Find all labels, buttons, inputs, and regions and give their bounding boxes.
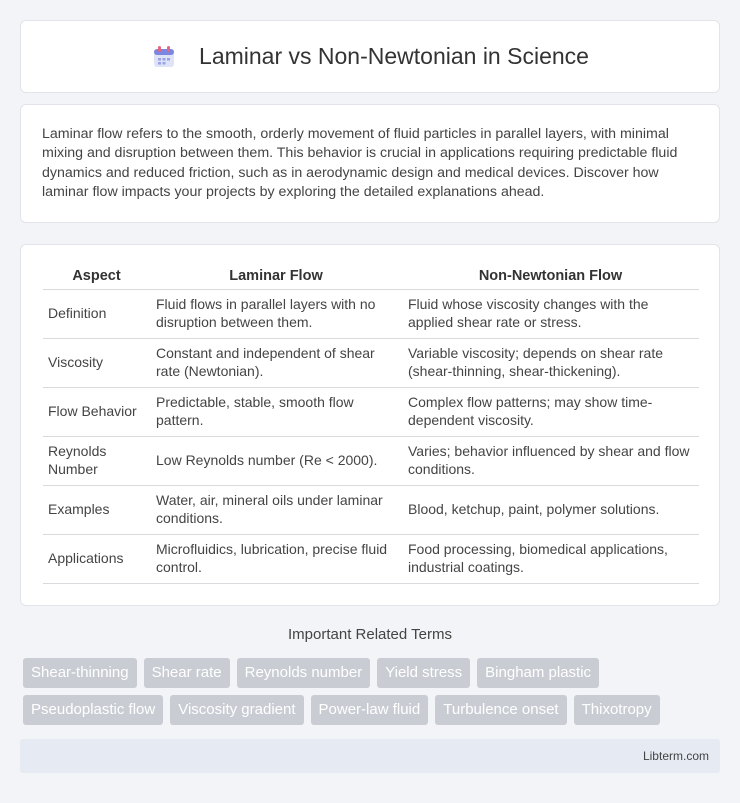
comparison-card xyxy=(20,244,720,606)
header-laminar: Laminar Flow xyxy=(150,263,402,289)
cell-aspect: Flow Behavior xyxy=(43,387,150,436)
related-terms-title: Important Related Terms xyxy=(288,626,452,643)
tag-bingham-plastic[interactable]: Bingham plastic xyxy=(477,658,599,688)
header-card xyxy=(20,20,720,93)
title-wrap xyxy=(151,43,589,70)
cell-aspect: Examples xyxy=(43,485,150,534)
cell-laminar: Constant and independent of shear rate (Newtonian). xyxy=(150,338,402,387)
related-terms xyxy=(23,658,723,732)
cell-laminar: Predictable, stable, smooth flow pattern. xyxy=(150,387,402,436)
cell-laminar: Low Reynolds number (Re < 2000). xyxy=(150,436,402,485)
page-title: Laminar vs Non-Newtonian in Science xyxy=(199,43,589,69)
tag-power-law-fluid[interactable]: Power-law fluid xyxy=(311,695,429,725)
table-header-row xyxy=(43,263,699,289)
header-non-newtonian: Non-Newtonian Flow xyxy=(402,263,699,289)
cell-non-newtonian: Complex flow patterns; may show time-dependent viscosity. xyxy=(402,387,699,436)
table-row xyxy=(43,289,699,338)
table-row xyxy=(43,485,699,534)
tag-shear-thinning[interactable]: Shear-thinning xyxy=(23,658,137,688)
calendar-icon xyxy=(151,44,177,70)
cell-non-newtonian: Blood, ketchup, paint, polymer solutions. xyxy=(402,485,699,534)
cell-non-newtonian: Fluid whose viscosity changes with the applied shear rate or stress. xyxy=(402,289,699,338)
tag-row-2 xyxy=(23,695,723,725)
footer xyxy=(20,739,720,773)
tag-yield-stress[interactable]: Yield stress xyxy=(377,658,470,688)
tag-shear-rate[interactable]: Shear rate xyxy=(144,658,230,688)
cell-non-newtonian: Variable viscosity; depends on shear rate (shear-thinning, shear-thickening). xyxy=(402,338,699,387)
cell-aspect: Reynolds Number xyxy=(43,436,150,485)
cell-non-newtonian: Food processing, biomedical applications, industrial coatings. xyxy=(402,534,699,583)
cell-laminar: Fluid flows in parallel layers with no disruption between them. xyxy=(150,289,402,338)
intro-text: Laminar flow refers to the smooth, orderly movement of fluid particles in parallel layers, with minimal mixing and disruption between them. This behavior is crucial in applications requiring predictable fluid dynamics and reduced friction, such as in aerodynamic design and medical devices. Discover how laminar flow impacts your projects by exploring the detailed explanations ahead. xyxy=(42,126,678,201)
cell-laminar: Water, air, mineral oils under laminar conditions. xyxy=(150,485,402,534)
tag-reynolds-number[interactable]: Reynolds number xyxy=(237,658,371,688)
table-row xyxy=(43,387,699,436)
intro-card xyxy=(20,104,720,223)
comparison-table xyxy=(43,263,699,584)
tag-pseudoplastic-flow[interactable]: Pseudoplastic flow xyxy=(23,695,163,725)
tag-turbulence-onset[interactable]: Turbulence onset xyxy=(435,695,566,725)
header-aspect: Aspect xyxy=(43,263,150,289)
tag-thixotropy[interactable]: Thixotropy xyxy=(574,695,660,725)
cell-laminar: Microfluidics, lubrication, precise fluid control. xyxy=(150,534,402,583)
cell-aspect: Viscosity xyxy=(43,338,150,387)
cell-non-newtonian: Varies; behavior influenced by shear and flow conditions. xyxy=(402,436,699,485)
cell-aspect: Definition xyxy=(43,289,150,338)
footer-site-link[interactable]: Libterm.com xyxy=(642,749,709,763)
table-row xyxy=(43,338,699,387)
tag-viscosity-gradient[interactable]: Viscosity gradient xyxy=(170,695,303,725)
cell-aspect: Applications xyxy=(43,534,150,583)
table-row xyxy=(43,534,699,583)
table-row xyxy=(43,436,699,485)
tag-row-1 xyxy=(23,658,723,688)
